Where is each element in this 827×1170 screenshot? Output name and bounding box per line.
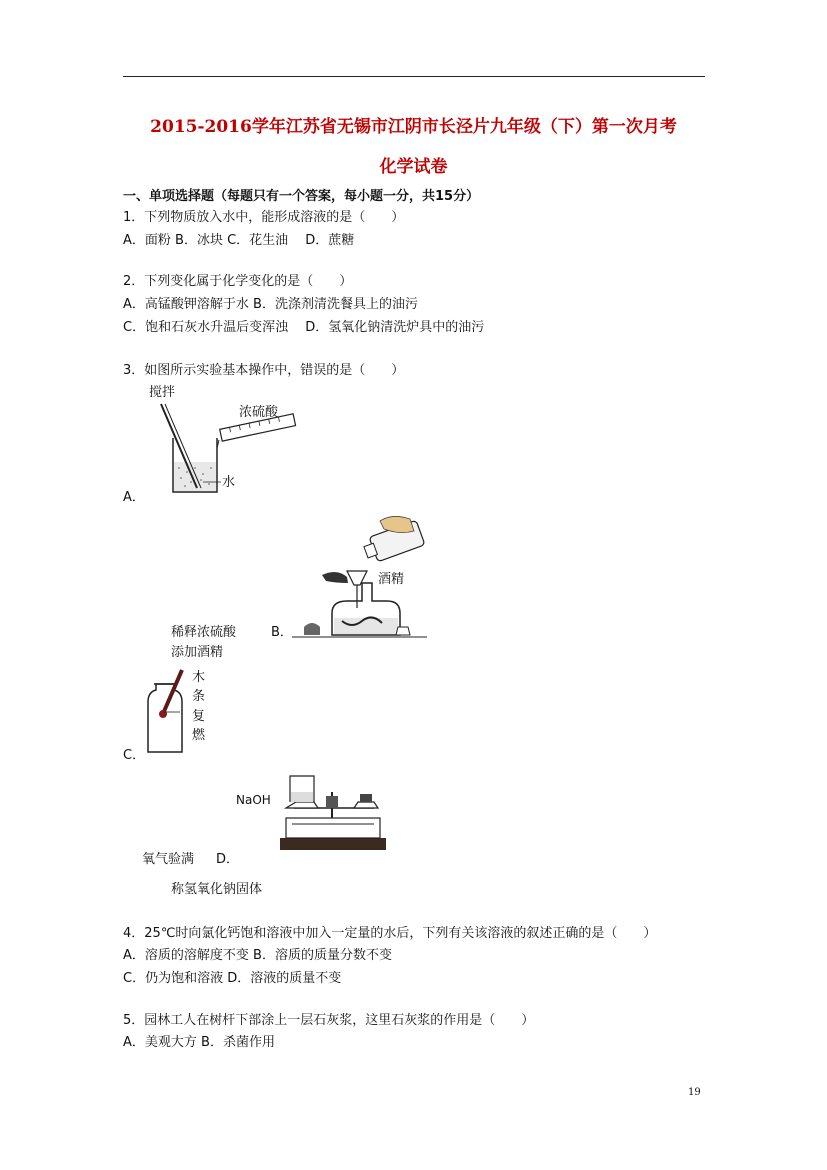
fig-d-label-naoh: NaOH — [236, 793, 271, 807]
figure-dilute-acid — [145, 382, 300, 497]
fig-c-label-2: 条 — [192, 689, 206, 704]
q3-option-d-label: D． — [216, 852, 240, 867]
fig-c-label-3: 复 — [192, 709, 206, 724]
q5-stem: 5．园林工人在树杆下部涂上一层石灰浆，这里石灰浆的作用是（ ） — [123, 1013, 535, 1028]
fig-a-label-stir: 搅拌 — [149, 385, 176, 400]
page-number: 19 — [688, 1087, 701, 1098]
figure-add-alcohol — [292, 513, 427, 638]
header-rule — [123, 76, 705, 77]
q2-stem: 2．下列变化属于化学变化的是（ ） — [123, 274, 353, 289]
q3-stem: 3．如图所示实验基本操作中，错误的是（ ） — [123, 363, 405, 378]
q3-option-c-label: C． — [123, 748, 146, 763]
fig-a-label-water: 水 — [222, 475, 236, 490]
q2-options-ab: A．高锰酸钾溶解于水 B．洗涤剂清洗餐具上的油污 — [123, 297, 418, 312]
fig-c-label-4: 燃 — [192, 728, 206, 743]
q3-option-b-caption: 添加酒精 — [171, 645, 224, 660]
q3-option-d-caption: 称氢氧化钠固体 — [171, 882, 263, 897]
figure-oxygen-test — [142, 666, 212, 754]
figure-weigh-naoh — [234, 772, 392, 854]
q1-stem: 1．下列物质放入水中，能形成溶液的是（ ） — [123, 210, 405, 225]
q4-stem: 4．25℃时向氯化钙饱和溶液中加入一定量的水后，下列有关该溶液的叙述正确的是（ ） — [123, 926, 657, 941]
q4-options-cd: C．仍为饱和溶液 D．溶液的质量不变 — [123, 971, 342, 986]
fig-a-label-acid: 浓硫酸 — [239, 405, 279, 420]
q3-option-b-label: B． — [271, 625, 293, 640]
q3-option-c-caption: 氧气验满 — [142, 852, 195, 867]
q5-options-ab: A．美观大方 B．杀菌作用 — [123, 1035, 275, 1050]
section-heading: 一、单项选择题（每题只有一个答案，每小题一分，共15分） — [123, 189, 480, 204]
q4-options-ab: A．溶质的溶解度不变 B．溶质的质量分数不变 — [123, 948, 392, 963]
fig-c-label-1: 木 — [192, 670, 206, 685]
q3-option-a-caption: 稀释浓硫酸 — [171, 625, 237, 640]
exam-title-line2: 化学试卷 — [379, 157, 448, 177]
q3-option-a-label: A． — [123, 490, 145, 505]
q2-options-cd: C．饱和石灰水升温后变浑浊 D．氢氧化钠清洗炉具中的油污 — [123, 320, 485, 335]
fig-b-label-alcohol: 酒精 — [378, 572, 405, 587]
exam-title-line1: 2015-2016学年江苏省无锡市江阴市长泾片九年级（下）第一次月考 — [150, 117, 677, 137]
q1-options: A．面粉 B．冰块 C．花生油 D．蔗糖 — [123, 233, 355, 248]
